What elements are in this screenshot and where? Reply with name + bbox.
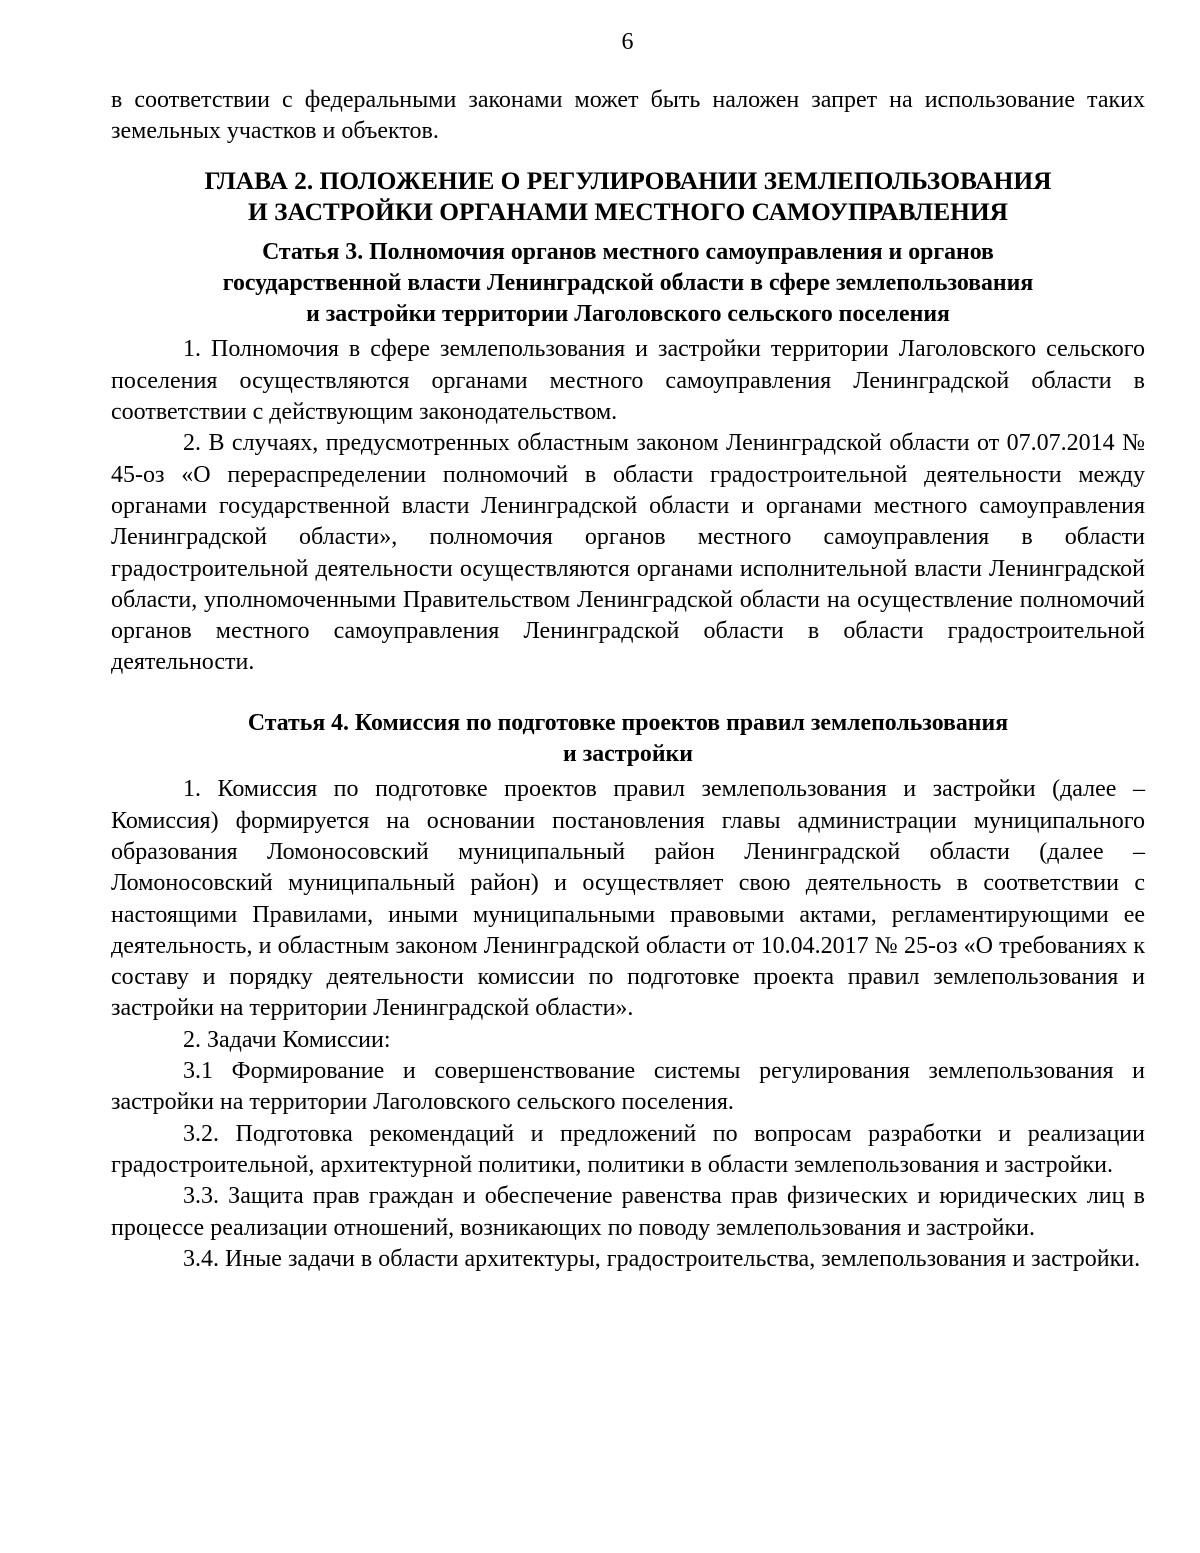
article-3-paragraph-2: 2. В случаях, предусмотренных областным законом Ленинградской области от 07.07.2014 № 45-оз «О перераспределении полномочий в области градостроительной деятельности между органами государственной власти Ленинградской области и органами местного самоуправления Ленинградской области», полномочия органов местного самоуправления в области градостроительной деятельности осуществляются органами исполнительной власти Ленинградской области, уполномоченными Правительством Ленинградской области на осуществление полномочий органов местного самоуправления Ленинградской области в области градостроительной деятельности. <box>111 430 1145 676</box>
chapter-heading <box>111 166 1145 229</box>
article-3-title-line-1: Статья 3. Полномочия органов местного самоуправления и органов <box>262 238 994 265</box>
document-page <box>111 0 1145 1275</box>
chapter-title-line-2: И ЗАСТРОЙКИ ОРГАНАМИ МЕСТНОГО САМОУПРАВЛЕНИЯ <box>248 198 1008 227</box>
page-number: 6 <box>621 29 634 55</box>
article-4-title-line-1: Статья 4. Комиссия по подготовке проектов правил землепользования <box>247 709 1009 736</box>
article-4-item-3-1: 3.1 Формирование и совершенствование системы регулирования землепользования и застройки на территории Лаголовского сельского поселения. <box>111 1058 1145 1116</box>
article-3-title-line-2: государственной власти Ленинградской области в сфере землепользования <box>222 269 1034 296</box>
article-4-item-3-2: 3.2. Подготовка рекомендаций и предложений по вопросам разработки и реализации градостроительной, архитектурной политики, политики в области землепользования и застройки. <box>111 1120 1145 1178</box>
article-4-title-line-2: и застройки <box>563 741 693 768</box>
article-3-title-line-3: и застройки территории Лаголовского сельского поселения <box>306 301 950 328</box>
article-4-item-3-4: 3.4. Иные задачи в области архитектуры, градостроительства, землепользования и застройки. <box>183 1245 1141 1272</box>
article-3-paragraph-1: 1. Полномочия в сфере землепользования и застройки территории Лаголовского сельского поселения осуществляются органами местного самоуправления Ленинградской области в соответствии с действующим законодательством. <box>111 336 1145 426</box>
article-4-heading <box>111 708 1145 771</box>
intro-paragraph: в соответствии с федеральными законами может быть наложен запрет на использование таких земельных участков и объектов. <box>111 87 1145 145</box>
article-4-paragraph-1: 1. Комиссия по подготовке проектов правил землепользования и застройки (далее – Комиссия) формируется на основании постановления главы администрации муниципального образования Ломоносовский муниципальный район Ленинградской области (далее – Ломоносовский муниципальный район) и осуществляет свою деятельность в соответствии с настоящими Правилами, иными муниципальными правовыми актами, регламентирующими ее деятельность, и областным законом Ленинградской области от 10.04.2017 № 25-оз «О требованиях к составу и порядку деятельности комиссии по подготовке проекта правил землепользования и застройки на территории Ленинградской области». <box>111 776 1145 1022</box>
chapter-title-line-1: ГЛАВА 2. ПОЛОЖЕНИЕ О РЕГУЛИРОВАНИИ ЗЕМЛЕПОЛЬЗОВАНИЯ <box>204 166 1052 195</box>
article-3-heading <box>111 237 1145 331</box>
article-4-paragraph-2: 2. Задачи Комиссии: <box>183 1026 391 1053</box>
article-4-item-3-3: 3.3. Защита прав граждан и обеспечение равенства прав физических и юридических лиц в процессе реализации отношений, возникающих по поводу землепользования и застройки. <box>111 1183 1145 1241</box>
